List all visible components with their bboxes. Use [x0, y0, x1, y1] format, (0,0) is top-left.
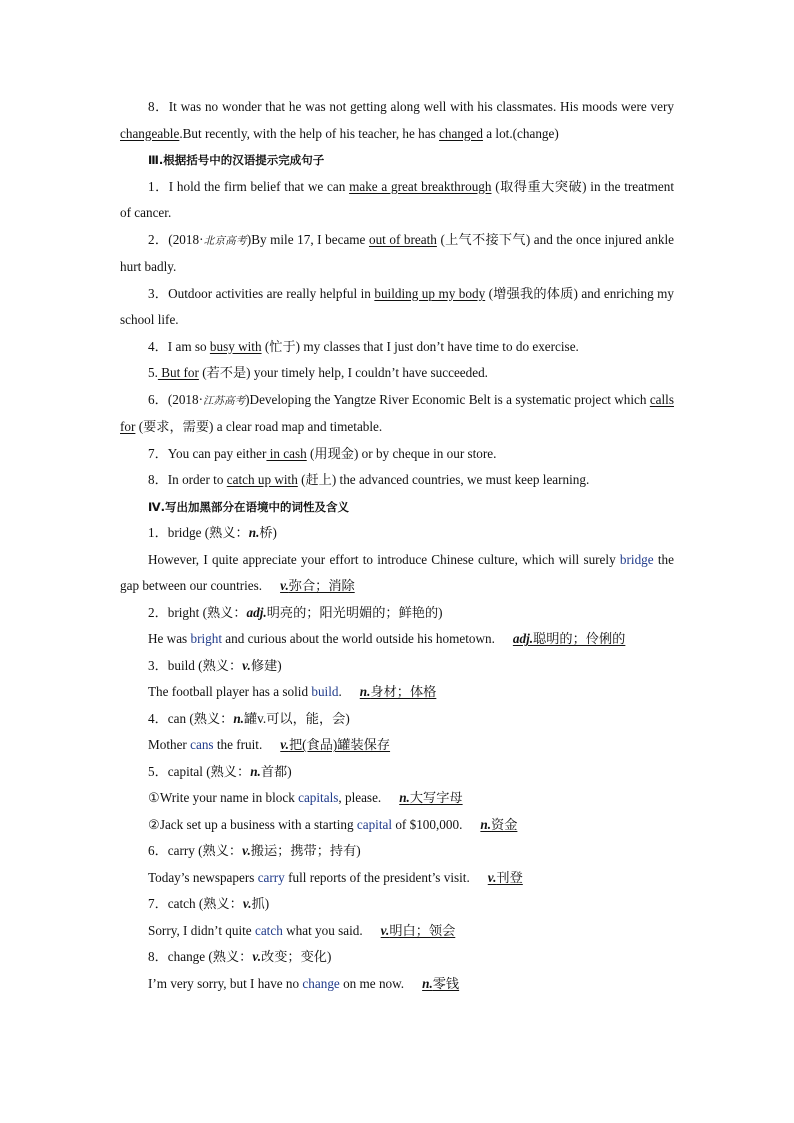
word-1-example [120, 547, 674, 600]
example-text: ①Write your name in block [148, 790, 299, 805]
answer-pos: n. [480, 816, 492, 832]
word-head: 5．capital (熟义： [148, 763, 251, 779]
familiar-meaning: 首都) [260, 763, 292, 779]
sentence-text: 4．I am so [148, 338, 210, 354]
word-2-example [120, 626, 674, 653]
word-head: 7．catch (熟义： [148, 896, 243, 911]
word-head: 3．build (熟义： [148, 657, 243, 673]
section-3-item-3 [120, 281, 674, 334]
sentence-text: 6．(2018· [148, 391, 203, 407]
familiar-meaning: 抓) [251, 896, 270, 911]
sentence-text: 8．It was no wonder that he was not getting along well with his classmates. His moods were very [148, 99, 674, 114]
sentence-text: 2．(2018· [148, 231, 204, 247]
answer-meaning: 明白；领会 [389, 922, 456, 938]
sentence-text: (赶上) the advanced countries, we must keep learning. [297, 472, 590, 487]
answer-pos: v. [380, 922, 390, 938]
familiar-meaning: 桥) [259, 525, 277, 540]
keyword: bridge [619, 551, 654, 567]
example-text: , please. [338, 790, 382, 805]
example-text: of $100,000. [392, 816, 463, 832]
word-4-heading [120, 706, 674, 733]
section-3-item-4 [120, 334, 674, 361]
example-text: full reports of the president’s visit. [284, 869, 470, 885]
example-text: However, I quite appreciate your effort to introduce Chinese culture, which will surely [148, 551, 620, 567]
word-3-heading [120, 653, 674, 680]
word-head: 1．bridge (熟义： [148, 525, 249, 540]
example-text: ②Jack set up a business with a starting [148, 816, 357, 832]
answer-pos: v. [280, 578, 289, 593]
source-label: 江苏高考 [203, 394, 246, 407]
answer-meaning: 大写字母 [409, 790, 463, 805]
section-3-item-6 [120, 387, 674, 441]
answer [422, 976, 459, 991]
sentence-text: 8．In order to [148, 472, 227, 487]
part-of-speech: v. [242, 896, 252, 911]
part-of-speech: n. [233, 710, 244, 726]
word-head: 2．bright (熟义： [148, 604, 247, 620]
answer-pos: adj. [512, 631, 534, 646]
section-3-heading: Ⅲ.根据括号中的汉语提示完成句子 [148, 153, 325, 167]
keyword: capital [356, 816, 393, 832]
example-text: and curious about the world outside his hometown. [222, 631, 495, 646]
answer-meaning: 身材；体格 [370, 684, 437, 699]
answer-pos: n. [422, 975, 433, 991]
answer-meaning: 资金 [491, 816, 518, 832]
familiar-meaning: 搬运；携带；持有) [250, 843, 361, 858]
sentence-text: .But recently, with the help of his teacher, he has [179, 125, 440, 141]
source-label: 北京高考 [203, 234, 247, 247]
part-of-speech: adj. [246, 604, 267, 620]
answer-pos: n. [399, 790, 410, 805]
section-3-item-5 [120, 360, 674, 387]
sentence-text: 5. [148, 365, 158, 380]
sentence-text: a lot.(change) [482, 125, 559, 141]
section-3-item-8 [120, 467, 674, 494]
answer [381, 923, 456, 938]
word-1-heading [120, 520, 674, 547]
keyword: build [311, 684, 339, 699]
sentence-text: 1．I hold the firm belief that we can [148, 178, 350, 194]
answer [280, 737, 390, 752]
sentence-text: )Developing the Yangtze River Economic Belt is a systematic project which [245, 391, 650, 407]
answer [360, 684, 437, 699]
example-text: The football player has a solid [148, 684, 312, 699]
example-text: Mother [148, 737, 191, 752]
sentence-text: (用现金) or by cheque in our store. [306, 445, 497, 461]
example-text: the gap between our countries. [120, 551, 674, 593]
sentence-text: (增强我的体质) and enriching my school life. [120, 285, 674, 327]
word-5-example-2 [120, 812, 674, 839]
answer-meaning: 聪明的；伶俐的 [533, 631, 626, 646]
familiar-meaning: 明亮的；阳光明媚的；鲜艳的) [266, 604, 443, 620]
keyword: change [302, 975, 340, 991]
word-7-heading [120, 891, 674, 918]
section-3-item-1 [120, 174, 674, 227]
part-of-speech: v. [252, 949, 262, 964]
word-5-heading [120, 759, 674, 786]
answer [480, 817, 517, 832]
answer [513, 631, 625, 646]
answer [399, 790, 462, 805]
word-7-example [120, 918, 674, 945]
familiar-meaning: 修建) [250, 657, 282, 673]
section-4-heading: Ⅳ.写出加黑部分在语境中的词性及含义 [148, 499, 350, 514]
answer [280, 578, 355, 593]
answer-meaning: 刊登 [496, 869, 523, 885]
answer-meaning: 零钱 [432, 975, 460, 991]
sentence-text: (取得重大突破) in the treatment of cancer. [120, 178, 675, 220]
section-3-item-2 [120, 227, 674, 281]
example-text: what you said. [282, 922, 363, 938]
word-2-heading [120, 600, 674, 627]
sentence-text: (要求，需要) a clear road map and timetable. [135, 419, 383, 434]
word-head: 8．change (熟义： [148, 949, 253, 964]
answer-blank: catch up with [226, 472, 298, 487]
sentence-text: 7．You can pay either [148, 445, 267, 461]
word-5-example-1 [120, 785, 674, 812]
word-6-example [120, 865, 674, 892]
word-head: 4．can (熟义： [148, 710, 234, 726]
sentence-text: (忙于) my classes that I just don’t have time to do exercise. [261, 338, 579, 354]
part-of-speech: n. [250, 763, 261, 779]
answer-blank: make a great breakthrough [349, 178, 492, 194]
answer-meaning: 弥合；消除 [288, 578, 355, 593]
word-3-example [120, 679, 674, 706]
answer-blank: busy with [209, 338, 262, 354]
sentence-text: (上气不接下气) and the once injured ankle hurt badly. [120, 231, 674, 274]
example-text: the fruit. [213, 737, 263, 752]
answer [488, 870, 523, 885]
keyword: catch [254, 922, 283, 938]
sentence-text: (若不是) your timely help, I couldn’t have succeeded. [198, 365, 488, 380]
keyword: cans [190, 737, 214, 752]
answer-blank: in cash [266, 445, 307, 461]
answer-meaning: 把(食品)罐装保存 [288, 737, 391, 752]
document-page [120, 94, 674, 997]
example-text: Today’s newspapers [148, 869, 258, 885]
exercise-2-item-8 [120, 94, 674, 147]
example-text: on me now. [339, 975, 405, 991]
word-8-heading [120, 944, 674, 971]
word-head: 6．carry (熟义： [148, 843, 243, 858]
familiar-meaning: 罐v.可以，能，会) [243, 710, 350, 726]
part-of-speech: v. [242, 843, 251, 858]
word-4-example [120, 732, 674, 759]
sentence-text: )By mile 17, I became [246, 231, 369, 247]
answer-pos: n. [359, 684, 371, 699]
word-6-heading [120, 838, 674, 865]
keyword: capitals [298, 790, 339, 805]
answer-blank: But for [157, 365, 199, 380]
answer-changed: changed [439, 125, 483, 141]
example-text: . [338, 684, 342, 699]
example-text: I’m very sorry, but I have no [148, 975, 303, 991]
keyword: carry [257, 869, 285, 885]
word-8-example [120, 971, 674, 998]
sentence-text: 3．Outdoor activities are really helpful in [148, 285, 375, 301]
answer-changeable: changeable [120, 125, 180, 141]
familiar-meaning: 改变；变化) [261, 949, 332, 964]
answer-pos: v. [280, 737, 289, 752]
example-text: He was [148, 631, 191, 646]
section-3-item-7 [120, 441, 674, 468]
part-of-speech: v. [242, 657, 251, 673]
part-of-speech: n. [248, 525, 260, 540]
answer-pos: v. [487, 869, 497, 885]
answer-blank: building up my body [374, 285, 486, 301]
keyword: bright [190, 631, 222, 646]
example-text: Sorry, I didn’t quite [148, 922, 255, 938]
answer-blank: out of breath [368, 231, 437, 247]
answer-blank: calls for [120, 391, 674, 434]
